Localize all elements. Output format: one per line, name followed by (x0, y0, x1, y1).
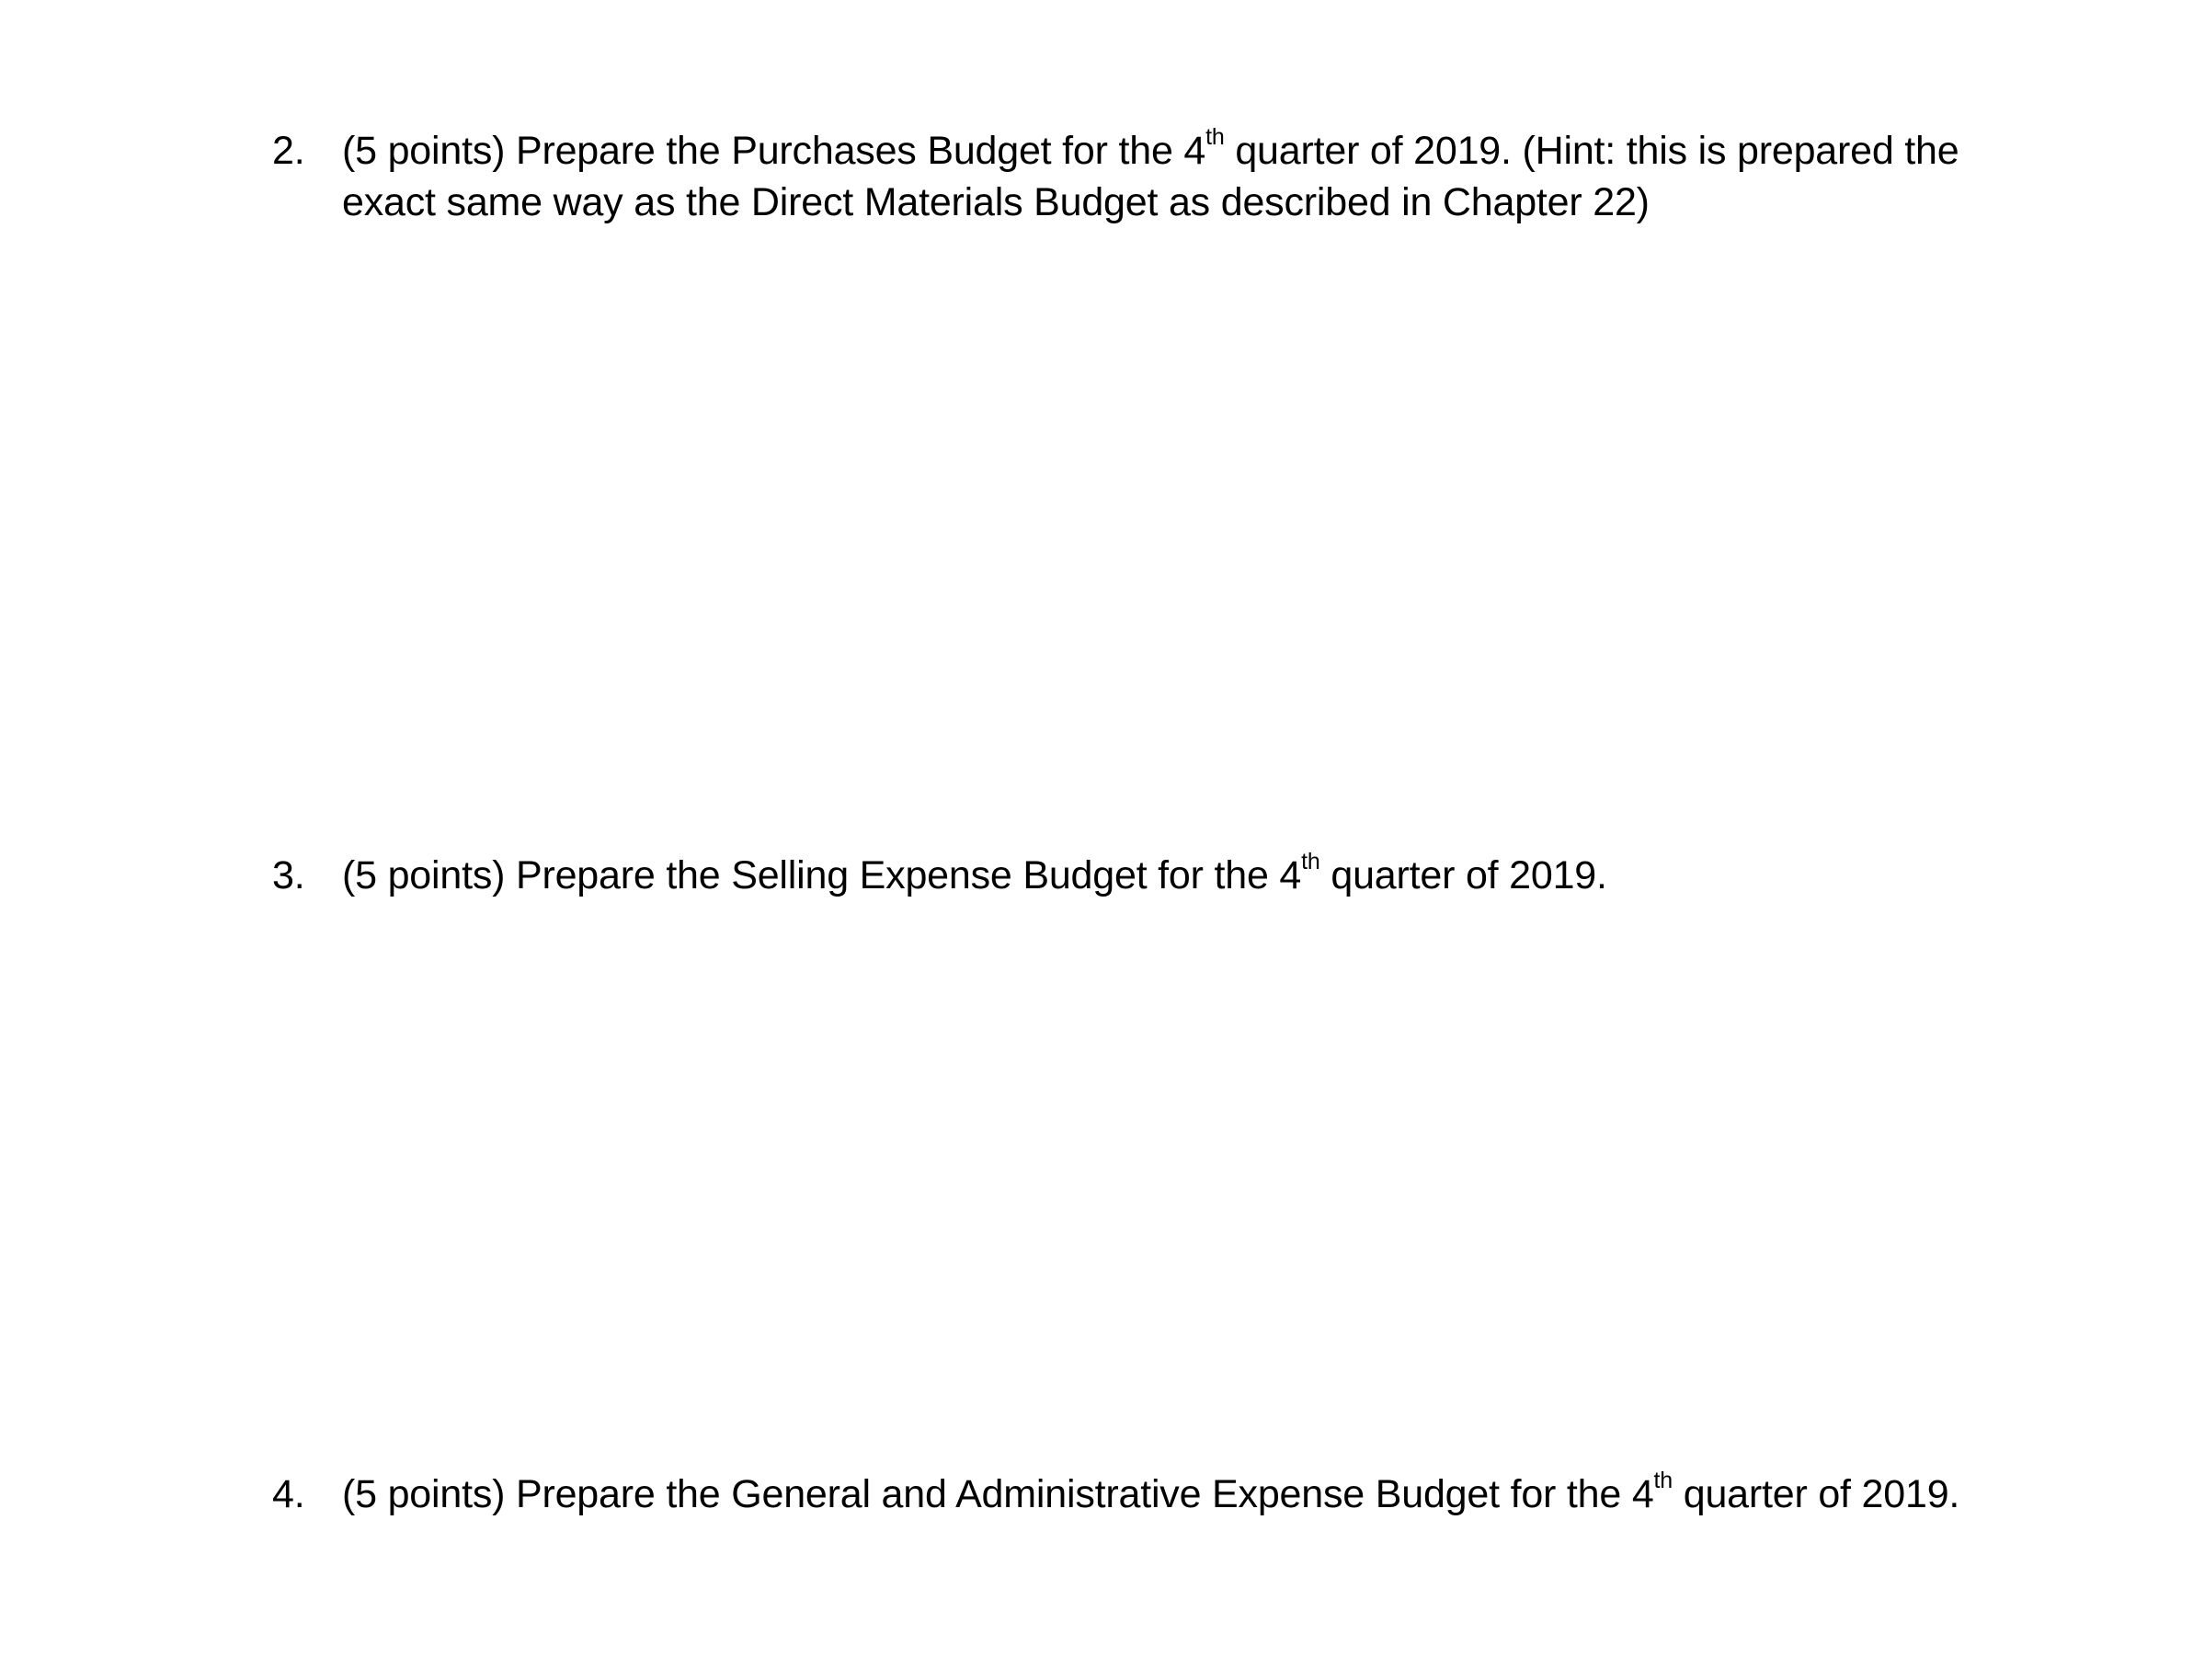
question-3 (272, 850, 2019, 901)
question-text (342, 850, 2019, 901)
ordinal-suffix: th (1653, 1467, 1673, 1493)
question-number: 4. (272, 1472, 305, 1516)
question-text-main: (5 points) Prepare the General and Administrative Expense Budget for the 4 (342, 1472, 1654, 1516)
question-text-rest: quarter of 2019. (Hint: this is prepared the exact same way as the Direct Materials Budget as described in Chapter 22) (342, 129, 1959, 224)
ordinal-suffix: th (1205, 123, 1225, 150)
question-text-main: (5 points) Prepare the Purchases Budget for the 4 (342, 129, 1206, 173)
question-text (342, 1469, 2019, 1520)
question-text-rest: quarter of 2019. (1673, 1472, 1960, 1516)
question-number: 2. (272, 129, 305, 173)
question-text-main: (5 points) Prepare the Selling Expense Budget for the 4 (342, 853, 1302, 897)
ordinal-suffix: th (1301, 848, 1320, 874)
question-text (342, 125, 2019, 228)
question-number: 3. (272, 853, 305, 897)
question-text-rest: quarter of 2019. (1319, 853, 1607, 897)
question-2 (272, 125, 2019, 228)
question-4 (272, 1469, 2019, 1520)
